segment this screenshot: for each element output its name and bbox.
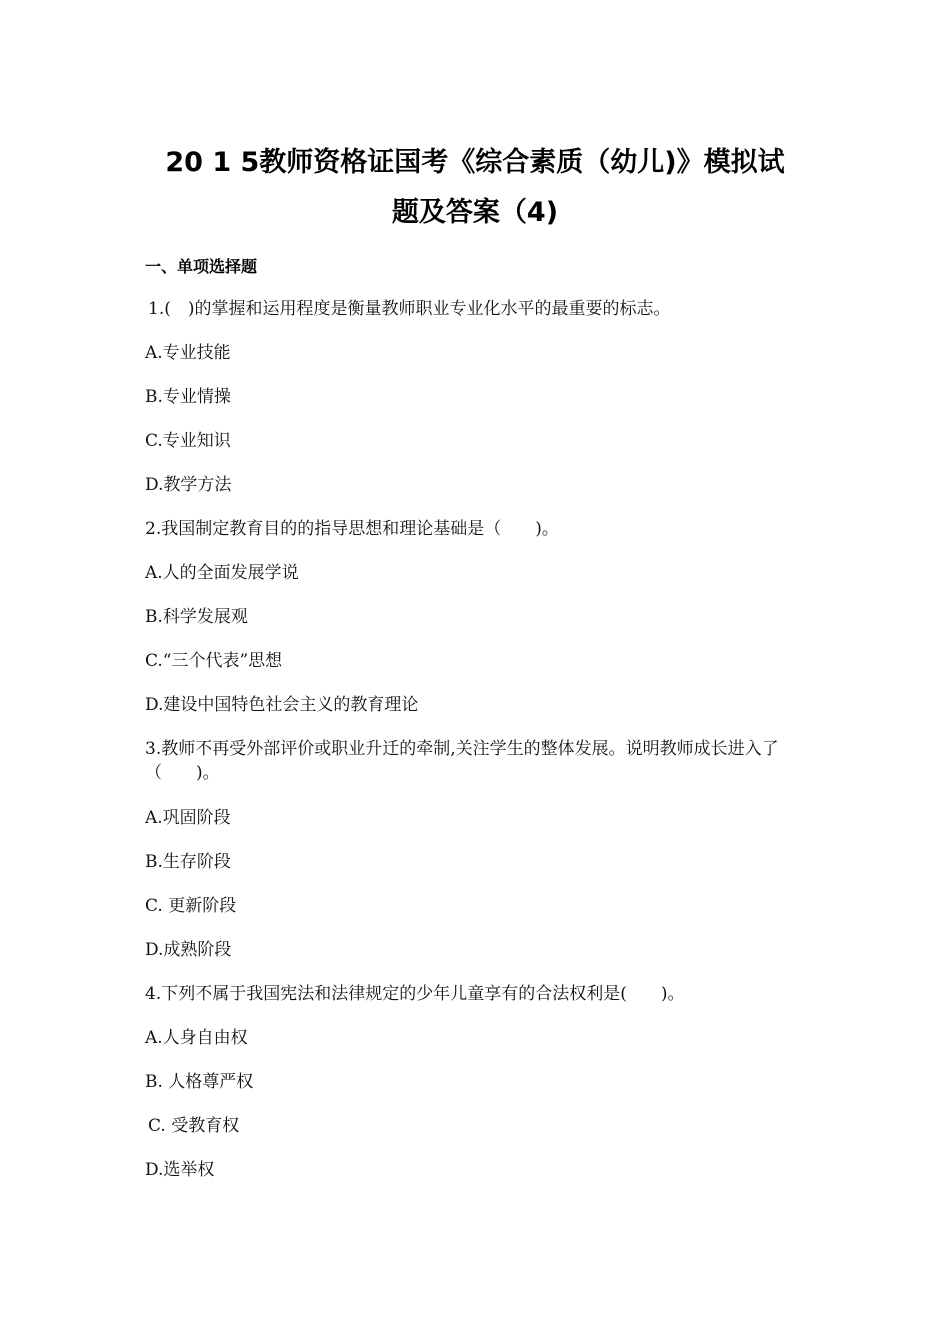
- question-2-option-a: A.人的全面发展学说: [145, 563, 299, 583]
- question-2-option-d: D.建设中国特色社会主义的教育理论: [145, 695, 419, 715]
- question-3-option-a: A.巩固阶段: [145, 808, 231, 828]
- question-4-option-d: D.选举权: [145, 1160, 215, 1180]
- question-4-stem: 4.下列不属于我国宪法和法律规定的少年儿童享有的合法权利是( )。: [145, 984, 685, 1004]
- title-line-2: 题及答案（4): [391, 197, 559, 228]
- question-4-option-b: B. 人格尊严权: [145, 1072, 254, 1092]
- document-title: [90, 138, 860, 238]
- question-2-option-c: C.“三个代表”思想: [145, 651, 283, 671]
- question-4-option-c: C. 受教育权: [148, 1116, 240, 1136]
- section-heading: 一、单项选择题: [145, 257, 258, 276]
- question-3-option-c: C. 更新阶段: [145, 896, 237, 916]
- question-1-option-c: C.专业知识: [145, 431, 231, 451]
- question-1-stem: 1.( )的掌握和运用程度是衡量教师职业专业化水平的最重要的标志。: [148, 299, 671, 319]
- question-4-option-a: A.人身自由权: [145, 1028, 248, 1048]
- question-3-stem: 3.教师不再受外部评价或职业升迁的牵制,关注学生的整体发展。说明教师成长进入了（ )。: [145, 739, 779, 783]
- question-1-option-a: A.专业技能: [145, 343, 231, 363]
- question-3-option-d: D.成熟阶段: [145, 940, 232, 960]
- question-2-stem: 2.我国制定教育目的的指导思想和理论基础是（ )。: [145, 519, 559, 539]
- question-1-option-d: D.教学方法: [145, 475, 232, 495]
- question-2-option-b: B.科学发展观: [145, 607, 248, 627]
- title-line-1: 20 1 5教师资格证国考《综合素质（幼儿)》模拟试: [165, 147, 785, 178]
- question-3-option-b: B.生存阶段: [145, 852, 231, 872]
- question-1-option-b: B.专业情操: [145, 387, 231, 407]
